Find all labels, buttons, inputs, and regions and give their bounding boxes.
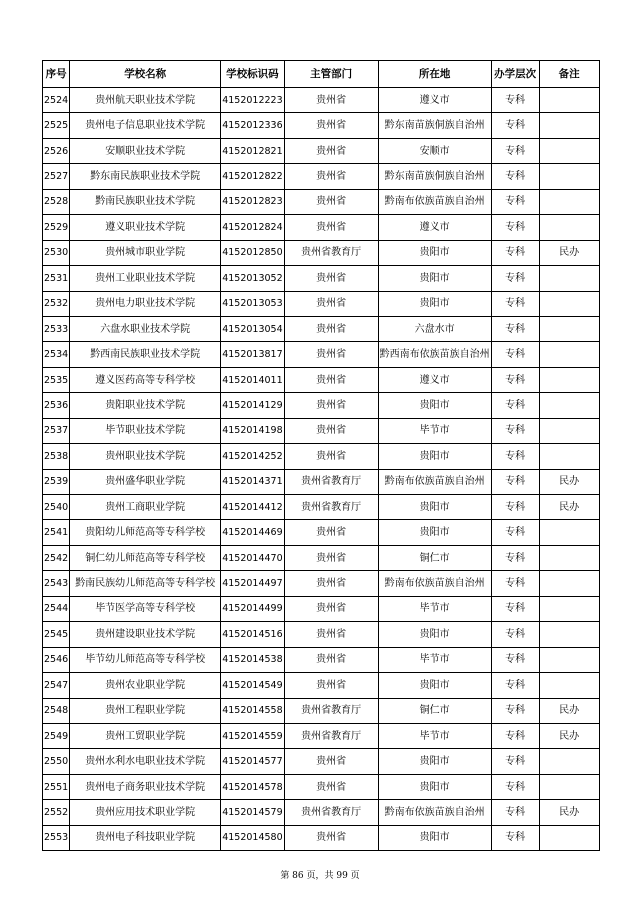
cell-location: 贵阳市 — [378, 240, 491, 265]
cell-school-code: 4152012824 — [221, 215, 284, 240]
cell-remarks: 民办 — [539, 698, 599, 723]
cell-school-name: 贵阳职业技术学院 — [70, 393, 221, 418]
cell-school-code: 4152013054 — [221, 316, 284, 341]
cell-location: 贵阳市 — [378, 749, 491, 774]
cell-location: 黔南布依族苗族自治州 — [378, 571, 491, 596]
table-row — [43, 266, 600, 291]
cell-index: 2541 — [43, 520, 70, 545]
cell-school-code: 4152012850 — [221, 240, 284, 265]
cell-level: 专科 — [491, 444, 539, 469]
header-cell-school-name: 学校名称 — [70, 61, 221, 88]
table-row — [43, 189, 600, 214]
cell-department: 贵州省 — [284, 749, 378, 774]
cell-level: 专科 — [491, 749, 539, 774]
cell-department: 贵州省教育厅 — [284, 469, 378, 494]
cell-level: 专科 — [491, 189, 539, 214]
cell-location: 黔南布依族苗族自治州 — [378, 469, 491, 494]
cell-school-name: 铜仁幼儿师范高等专科学校 — [70, 545, 221, 570]
cell-remarks: 民办 — [539, 800, 599, 825]
cell-index: 2550 — [43, 749, 70, 774]
cell-department: 贵州省 — [284, 266, 378, 291]
cell-department: 贵州省 — [284, 825, 378, 850]
table-row — [43, 444, 600, 469]
table-row — [43, 571, 600, 596]
cell-remarks: 民办 — [539, 495, 599, 520]
cell-school-name: 贵州电力职业技术学院 — [70, 291, 221, 316]
cell-location: 黔东南苗族侗族自治州 — [378, 113, 491, 138]
cell-remarks — [539, 215, 599, 240]
cell-department: 贵州省 — [284, 316, 378, 341]
table-row — [43, 164, 600, 189]
cell-index: 2547 — [43, 673, 70, 698]
table-row — [43, 800, 600, 825]
cell-level: 专科 — [491, 164, 539, 189]
cell-school-name: 贵州工程职业学院 — [70, 698, 221, 723]
cell-school-code: 4152014579 — [221, 800, 284, 825]
cell-index: 2544 — [43, 596, 70, 621]
cell-index: 2532 — [43, 291, 70, 316]
cell-department: 贵州省教育厅 — [284, 723, 378, 748]
cell-school-code: 4152014252 — [221, 444, 284, 469]
cell-location: 遵义市 — [378, 215, 491, 240]
header-cell-department: 主管部门 — [284, 61, 378, 88]
cell-school-code: 4152014558 — [221, 698, 284, 723]
cell-department: 贵州省 — [284, 571, 378, 596]
cell-location: 遵义市 — [378, 367, 491, 392]
cell-department: 贵州省 — [284, 189, 378, 214]
cell-index: 2525 — [43, 113, 70, 138]
cell-remarks — [539, 316, 599, 341]
cell-remarks — [539, 444, 599, 469]
cell-school-name: 毕节职业技术学院 — [70, 418, 221, 443]
cell-school-code: 4152014198 — [221, 418, 284, 443]
cell-remarks — [539, 88, 599, 113]
cell-index: 2534 — [43, 342, 70, 367]
cell-level: 专科 — [491, 622, 539, 647]
cell-location: 黔西南布依族苗族自治州 — [378, 342, 491, 367]
cell-level: 专科 — [491, 393, 539, 418]
cell-department: 贵州省 — [284, 647, 378, 672]
cell-location: 铜仁市 — [378, 698, 491, 723]
cell-school-code: 4152014470 — [221, 545, 284, 570]
table-row — [43, 774, 600, 799]
table-row — [43, 88, 600, 113]
table-row — [43, 622, 600, 647]
cell-location: 贵阳市 — [378, 520, 491, 545]
cell-school-name: 贵州电子科技职业学院 — [70, 825, 221, 850]
cell-school-name: 贵州电子商务职业技术学院 — [70, 774, 221, 799]
header-cell-remarks: 备注 — [539, 61, 599, 88]
cell-level: 专科 — [491, 266, 539, 291]
cell-location: 遵义市 — [378, 88, 491, 113]
table-row — [43, 367, 600, 392]
cell-school-name: 贵州城市职业学院 — [70, 240, 221, 265]
cell-remarks — [539, 342, 599, 367]
table-row — [43, 393, 600, 418]
cell-department: 贵州省 — [284, 774, 378, 799]
cell-index: 2546 — [43, 647, 70, 672]
cell-school-code: 4152012336 — [221, 113, 284, 138]
cell-index: 2548 — [43, 698, 70, 723]
cell-school-code: 4152014497 — [221, 571, 284, 596]
cell-remarks — [539, 520, 599, 545]
cell-level: 专科 — [491, 673, 539, 698]
cell-level: 专科 — [491, 316, 539, 341]
cell-remarks — [539, 418, 599, 443]
cell-index: 2542 — [43, 545, 70, 570]
cell-level: 专科 — [491, 774, 539, 799]
header-row — [43, 61, 600, 88]
cell-department: 贵州省 — [284, 545, 378, 570]
cell-department: 贵州省 — [284, 138, 378, 163]
cell-school-code: 4152014011 — [221, 367, 284, 392]
table-row — [43, 316, 600, 341]
cell-school-code: 4152014516 — [221, 622, 284, 647]
cell-school-name: 黔南民族职业技术学院 — [70, 189, 221, 214]
table-row — [43, 113, 600, 138]
cell-level: 专科 — [491, 698, 539, 723]
cell-location: 贵阳市 — [378, 673, 491, 698]
cell-remarks — [539, 266, 599, 291]
cell-remarks — [539, 113, 599, 138]
cell-level: 专科 — [491, 825, 539, 850]
cell-index: 2540 — [43, 495, 70, 520]
header-cell-location: 所在地 — [378, 61, 491, 88]
cell-remarks — [539, 367, 599, 392]
cell-department: 贵州省 — [284, 520, 378, 545]
cell-remarks — [539, 622, 599, 647]
table-row — [43, 698, 600, 723]
cell-remarks — [539, 393, 599, 418]
cell-remarks — [539, 291, 599, 316]
cell-school-code: 4152013817 — [221, 342, 284, 367]
cell-school-name: 遵义职业技术学院 — [70, 215, 221, 240]
cell-level: 专科 — [491, 240, 539, 265]
cell-department: 贵州省 — [284, 444, 378, 469]
cell-remarks — [539, 774, 599, 799]
table-row — [43, 240, 600, 265]
cell-school-code: 4152012821 — [221, 138, 284, 163]
cell-department: 贵州省 — [284, 164, 378, 189]
cell-level: 专科 — [491, 469, 539, 494]
cell-location: 毕节市 — [378, 723, 491, 748]
table-row — [43, 469, 600, 494]
cell-level: 专科 — [491, 367, 539, 392]
cell-department: 贵州省 — [284, 418, 378, 443]
cell-location: 贵阳市 — [378, 622, 491, 647]
cell-school-code: 4152014559 — [221, 723, 284, 748]
cell-school-name: 贵州职业技术学院 — [70, 444, 221, 469]
cell-index: 2530 — [43, 240, 70, 265]
cell-index: 2538 — [43, 444, 70, 469]
cell-index: 2553 — [43, 825, 70, 850]
cell-index: 2535 — [43, 367, 70, 392]
cell-level: 专科 — [491, 596, 539, 621]
table-body — [43, 88, 600, 851]
cell-remarks — [539, 825, 599, 850]
table-row — [43, 647, 600, 672]
cell-level: 专科 — [491, 800, 539, 825]
cell-school-name: 黔南民族幼儿师范高等专科学校 — [70, 571, 221, 596]
table-row — [43, 215, 600, 240]
cell-remarks: 民办 — [539, 240, 599, 265]
cell-school-name: 贵州盛华职业学院 — [70, 469, 221, 494]
header-cell-school-code: 学校标识码 — [221, 61, 284, 88]
cell-department: 贵州省教育厅 — [284, 495, 378, 520]
cell-school-code: 4152013053 — [221, 291, 284, 316]
cell-school-code: 4152014469 — [221, 520, 284, 545]
cell-department: 贵州省 — [284, 113, 378, 138]
cell-location: 贵阳市 — [378, 495, 491, 520]
cell-remarks — [539, 749, 599, 774]
cell-index: 2549 — [43, 723, 70, 748]
cell-index: 2533 — [43, 316, 70, 341]
cell-location: 铜仁市 — [378, 545, 491, 570]
cell-location: 黔南布依族苗族自治州 — [378, 189, 491, 214]
cell-school-name: 贵州工业职业技术学院 — [70, 266, 221, 291]
cell-department: 贵州省教育厅 — [284, 800, 378, 825]
cell-department: 贵州省 — [284, 673, 378, 698]
cell-school-name: 贵州电子信息职业技术学院 — [70, 113, 221, 138]
cell-level: 专科 — [491, 88, 539, 113]
cell-location: 黔南布依族苗族自治州 — [378, 800, 491, 825]
cell-level: 专科 — [491, 495, 539, 520]
cell-school-name: 贵州建设职业技术学院 — [70, 622, 221, 647]
cell-location: 贵阳市 — [378, 291, 491, 316]
cell-school-name: 安顺职业技术学院 — [70, 138, 221, 163]
cell-location: 黔东南苗族侗族自治州 — [378, 164, 491, 189]
cell-school-code: 4152014580 — [221, 825, 284, 850]
cell-school-name: 贵州水利水电职业技术学院 — [70, 749, 221, 774]
cell-school-name: 毕节幼儿师范高等专科学校 — [70, 647, 221, 672]
cell-remarks: 民办 — [539, 723, 599, 748]
cell-level: 专科 — [491, 342, 539, 367]
table-row — [43, 545, 600, 570]
table-row — [43, 520, 600, 545]
cell-department: 贵州省 — [284, 215, 378, 240]
cell-school-name: 贵州应用技术职业学院 — [70, 800, 221, 825]
cell-department: 贵州省 — [284, 88, 378, 113]
cell-level: 专科 — [491, 723, 539, 748]
cell-index: 2529 — [43, 215, 70, 240]
cell-index: 2537 — [43, 418, 70, 443]
table-row — [43, 138, 600, 163]
cell-school-name: 黔西南民族职业技术学院 — [70, 342, 221, 367]
cell-location: 毕节市 — [378, 647, 491, 672]
table-row — [43, 723, 600, 748]
cell-department: 贵州省 — [284, 367, 378, 392]
cell-remarks: 民办 — [539, 469, 599, 494]
cell-school-code: 4152014371 — [221, 469, 284, 494]
cell-school-code: 4152012223 — [221, 88, 284, 113]
cell-school-name: 贵州航天职业技术学院 — [70, 88, 221, 113]
cell-school-code: 4152014499 — [221, 596, 284, 621]
cell-level: 专科 — [491, 545, 539, 570]
cell-remarks — [539, 673, 599, 698]
cell-department: 贵州省 — [284, 622, 378, 647]
cell-level: 专科 — [491, 113, 539, 138]
header-cell-index: 序号 — [43, 61, 70, 88]
cell-location: 贵阳市 — [378, 444, 491, 469]
cell-level: 专科 — [491, 571, 539, 596]
cell-index: 2536 — [43, 393, 70, 418]
schools-table — [42, 60, 600, 851]
cell-index: 2531 — [43, 266, 70, 291]
cell-department: 贵州省教育厅 — [284, 698, 378, 723]
cell-index: 2528 — [43, 189, 70, 214]
cell-department: 贵州省 — [284, 393, 378, 418]
cell-remarks — [539, 545, 599, 570]
cell-school-name: 六盘水职业技术学院 — [70, 316, 221, 341]
cell-school-code: 4152014538 — [221, 647, 284, 672]
cell-school-name: 贵州工商职业学院 — [70, 495, 221, 520]
cell-level: 专科 — [491, 215, 539, 240]
table-row — [43, 673, 600, 698]
cell-department: 贵州省教育厅 — [284, 240, 378, 265]
cell-index: 2551 — [43, 774, 70, 799]
cell-school-name: 毕节医学高等专科学校 — [70, 596, 221, 621]
table-row — [43, 825, 600, 850]
cell-school-code: 4152012823 — [221, 189, 284, 214]
cell-remarks — [539, 189, 599, 214]
cell-school-code: 4152014578 — [221, 774, 284, 799]
cell-school-name: 遵义医药高等专科学校 — [70, 367, 221, 392]
cell-level: 专科 — [491, 418, 539, 443]
cell-department: 贵州省 — [284, 342, 378, 367]
cell-school-code: 4152014549 — [221, 673, 284, 698]
cell-index: 2526 — [43, 138, 70, 163]
cell-location: 毕节市 — [378, 418, 491, 443]
cell-department: 贵州省 — [284, 596, 378, 621]
header-cell-level: 办学层次 — [491, 61, 539, 88]
cell-remarks — [539, 138, 599, 163]
cell-school-code: 4152014412 — [221, 495, 284, 520]
cell-location: 贵阳市 — [378, 774, 491, 799]
cell-school-code: 4152012822 — [221, 164, 284, 189]
cell-school-name: 贵州工贸职业学院 — [70, 723, 221, 748]
cell-school-name: 贵阳幼儿师范高等专科学校 — [70, 520, 221, 545]
cell-remarks — [539, 164, 599, 189]
cell-school-code: 4152013052 — [221, 266, 284, 291]
table-row — [43, 596, 600, 621]
cell-location: 贵阳市 — [378, 393, 491, 418]
cell-location: 贵阳市 — [378, 825, 491, 850]
cell-level: 专科 — [491, 520, 539, 545]
cell-index: 2545 — [43, 622, 70, 647]
cell-level: 专科 — [491, 291, 539, 316]
cell-remarks — [539, 596, 599, 621]
cell-location: 六盘水市 — [378, 316, 491, 341]
table-row — [43, 291, 600, 316]
cell-index: 2552 — [43, 800, 70, 825]
table-row — [43, 342, 600, 367]
cell-school-name: 黔东南民族职业技术学院 — [70, 164, 221, 189]
cell-index: 2524 — [43, 88, 70, 113]
cell-index: 2527 — [43, 164, 70, 189]
table-row — [43, 495, 600, 520]
cell-remarks — [539, 647, 599, 672]
cell-index: 2543 — [43, 571, 70, 596]
cell-school-code: 4152014129 — [221, 393, 284, 418]
cell-level: 专科 — [491, 138, 539, 163]
cell-location: 安顺市 — [378, 138, 491, 163]
page-footer: 第 86 页，共 99 页 — [280, 871, 360, 881]
cell-location: 毕节市 — [378, 596, 491, 621]
cell-index: 2539 — [43, 469, 70, 494]
cell-level: 专科 — [491, 647, 539, 672]
table-row — [43, 418, 600, 443]
cell-department: 贵州省 — [284, 291, 378, 316]
cell-location: 贵阳市 — [378, 266, 491, 291]
cell-remarks — [539, 571, 599, 596]
cell-school-name: 贵州农业职业学院 — [70, 673, 221, 698]
table-row — [43, 749, 600, 774]
cell-school-code: 4152014577 — [221, 749, 284, 774]
